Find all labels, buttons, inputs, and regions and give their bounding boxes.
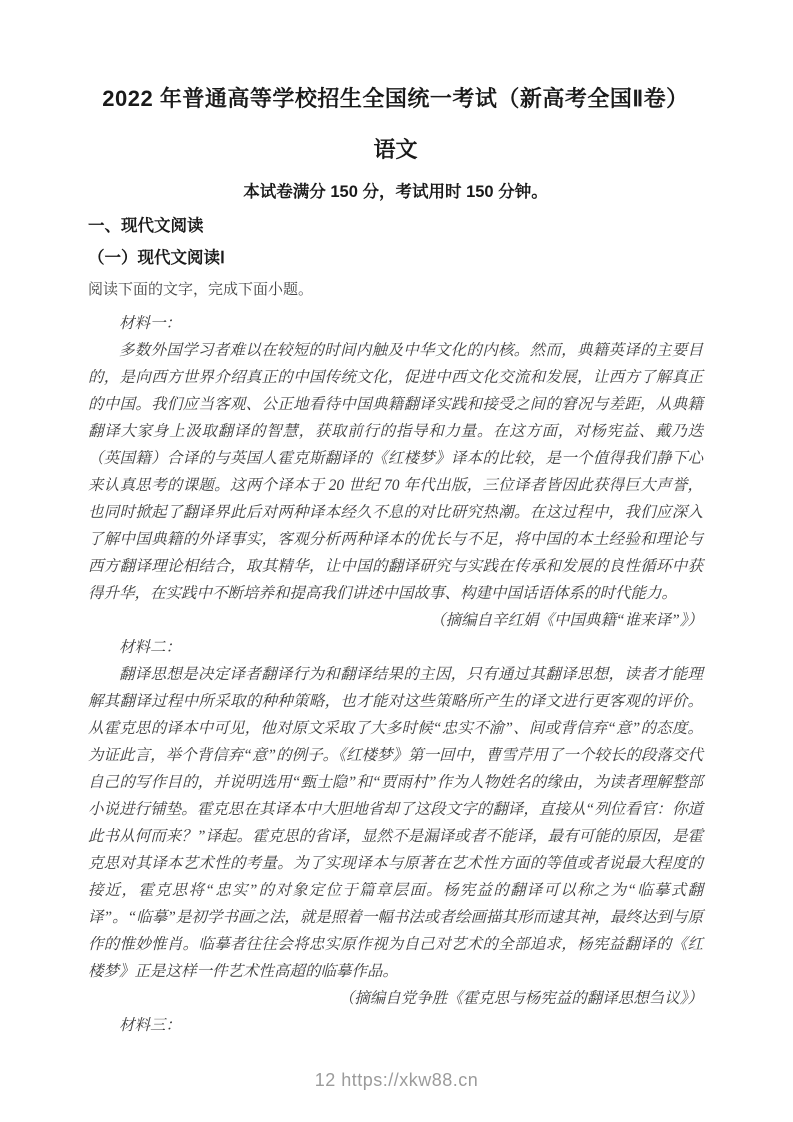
material-1-label: 材料一： — [119, 315, 182, 332]
material-2-paragraph: 翻译思想是决定译者翻译行为和翻译结果的主因，只有通过其翻译思想，读者才能理解其翻译过程中所采取的种种策略，也才能对这些策略所产生的译文进行更客观的评价。从霍克思的译本中可见，他对原文采取了大多时候“忠实不渝”、间或背信弃“意”的态度。为证此言，举个背信弃“意”的例子。《红楼梦》第一回中，曹雪芹用了一个较长的段落交代自己的写作目的，并说明选用“甄士隐”和“贾雨村”作为人物姓名的缘由，为读者理解整部小说进行铺垫。霍克思在其译本中大胆地省却了这段文字的翻译，直接从“列位看官：你道此书从何而来？”译起。霍克思的省译，显然不是漏译或者不能译，最有可能的原因，是霍克思对其译本艺术性的考量。为了实现译本与原著在艺术性方面的等值或者说最大程度的接近，霍克思将“忠实”的对象定位于篇章层面。杨宪益的翻译可以称之为“临摹式翻译”。“临摹”是初学书画之法，就是照着一幅书法或者绘画描其形而逮其神，最终达到与原作的惟妙惟肖。临摹者往往会将忠实原作视为自己对艺术的全部追求，杨宪益翻译的《红楼梦》正是这样一件艺术性高超的临摹作品。 — [88, 666, 703, 980]
material-2-label: 材料二： — [119, 639, 182, 656]
material-1 — [88, 310, 703, 634]
section-heading-modern-reading: 一、现代文阅读 — [88, 217, 204, 235]
material-1-attribution: （摘编自辛红娟《中国典籍“谁来译”》） — [430, 612, 703, 629]
material-1-paragraph: 多数外国学习者难以在较短的时间内触及中华文化的内核。然而，典籍英译的主要目的，是向西方世界介绍真正的中国传统文化，促进中西文化交流和发展，让西方了解真正的中国。我们应当客观、公正地看待中国典籍翻译实践和接受之间的窘况与差距，从典籍翻译大家身上汲取翻译的智慧，获取前行的指导和力量。在这方面，对杨宪益、戴乃迭（英国籍）合译的与英国人霍克斯翻译的《红楼梦》译本的比较，是一个值得我们静下心来认真思考的课题。这两个译本于 20 世纪 70 年代出版，三位译者皆因此获得巨大声誉，也同时掀起了翻译界此后对两种译本经久不息的对比研究热潮。在这过程中，我们应深入了解中国典籍的外译事实，客观分析两种译本的优长与不足，将中国的本土经验和理论与西方翻译理论相结合，取其精华，让中国的翻译研究与实践在传承和发展的良性循环中获得升华，在实践中不断培养和提高我们讲述中国故事、构建中国话语体系的时代能力。 — [88, 342, 703, 602]
exam-subject: 语文 — [373, 137, 418, 162]
exam-title: 2022 年普通高等学校招生全国统一考试（新高考全国Ⅱ卷） — [102, 86, 689, 111]
reading-instruction: 阅读下面的文字，完成下面小题。 — [88, 282, 314, 298]
page-footer-watermark: 12 https://xkw88.cn — [314, 1070, 479, 1090]
material-2 — [88, 634, 703, 1012]
material-2-attribution: （摘编自党争胜《霍克思与杨宪益的翻译思想刍议》） — [338, 990, 703, 1007]
material-3-label: 材料三： — [119, 1017, 182, 1034]
subsection-heading-modern-reading-1: （一）现代文阅读Ⅰ — [88, 249, 225, 267]
material-3 — [88, 1012, 703, 1039]
exam-info: 本试卷满分 150 分，考试用时 150 分钟。 — [243, 183, 548, 201]
